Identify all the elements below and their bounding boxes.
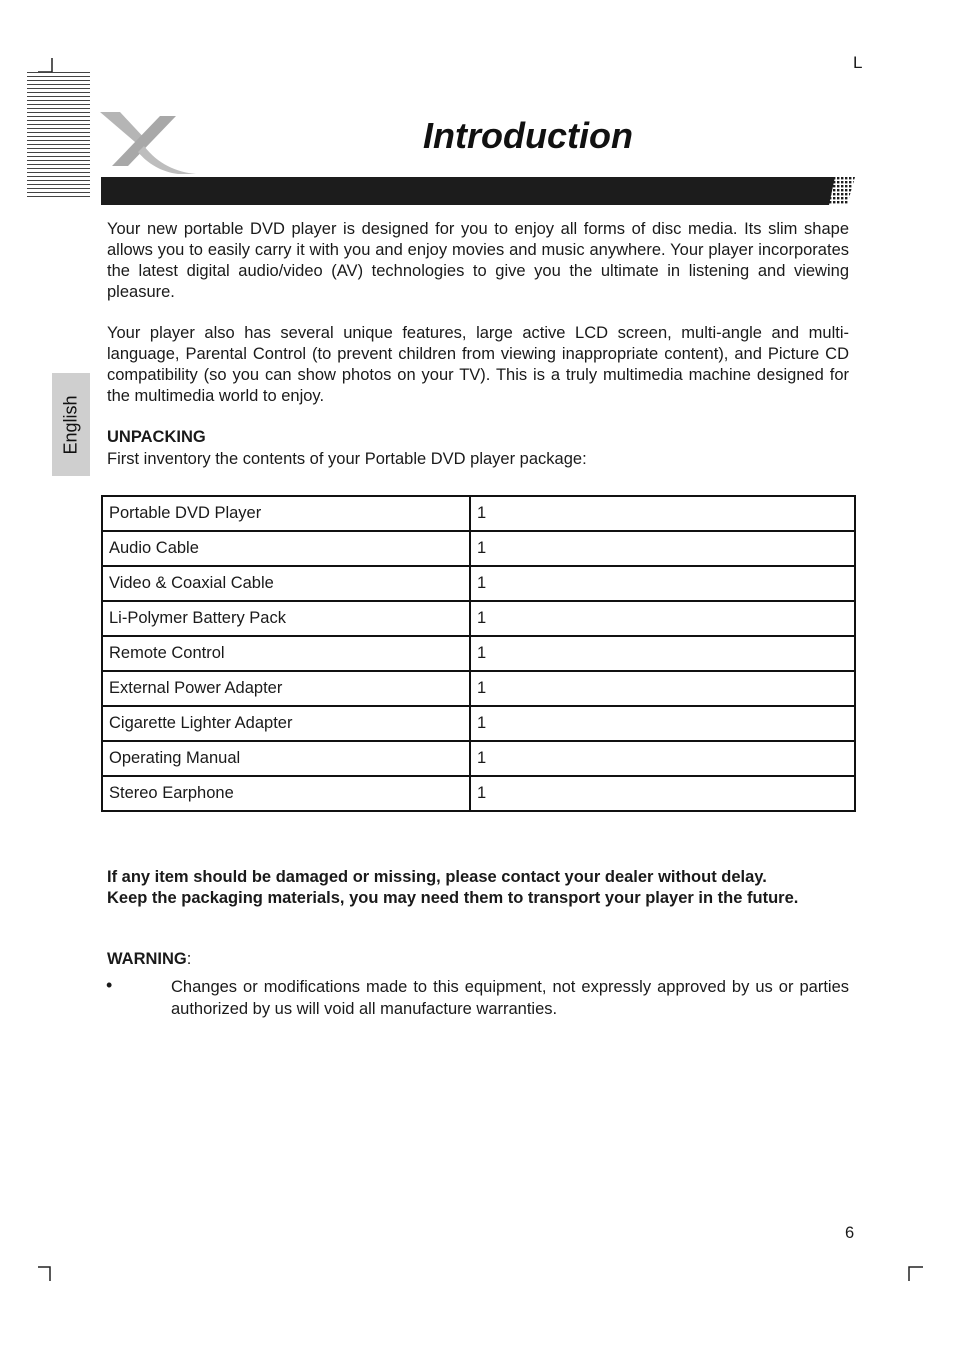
table-row: [102, 601, 855, 636]
table-row: [102, 496, 855, 531]
table-row: [102, 671, 855, 706]
crop-mark-top-right: L: [853, 53, 863, 72]
striped-margin-decoration: [27, 72, 90, 200]
item-name-cell: Operating Manual: [102, 741, 470, 776]
item-quantity-cell: 1: [470, 776, 855, 811]
item-name-cell: Portable DVD Player: [102, 496, 470, 531]
item-quantity-cell: 1: [470, 566, 855, 601]
package-contents-table: [101, 495, 856, 812]
language-label: English: [60, 394, 81, 455]
page-number: 6: [845, 1224, 855, 1242]
damage-notice-line-1: If any item should be damaged or missing, please contact your dealer without delay.: [107, 868, 767, 886]
table-row: [102, 636, 855, 671]
item-name-cell: Li-Polymer Battery Pack: [102, 601, 470, 636]
intro-paragraph-1: Your new portable DVD player is designed for you to enjoy all forms of disc media. Its slim shape allows you to easily carry it with you and enjoy movies and music anywhere. Your player incorporates the latest digital audio/video (AV) technologies to give you the ultimate in listening and viewing pleasure.: [107, 220, 849, 301]
brand-logo: [98, 108, 198, 178]
unpacking-heading: UNPACKING: [107, 428, 206, 446]
warning-label: WARNING: [107, 950, 187, 968]
item-quantity-cell: 1: [470, 636, 855, 671]
item-quantity-cell: 1: [470, 531, 855, 566]
language-tab: [52, 373, 90, 476]
intro-paragraph-2: Your player also has several unique features, large active LCD screen, multi-angle and multi-language, Parental Control (to prevent children from viewing inappropriate content), and Picture CD compatibility (so you can show photos on your TV). This is a truly multimedia machine designed for the multimedia world to enjoy.: [107, 324, 849, 405]
item-name-cell: Audio Cable: [102, 531, 470, 566]
title-rule-bar: [101, 177, 821, 205]
item-quantity-cell: 1: [470, 741, 855, 776]
crop-mark-bottom-left: [36, 1266, 56, 1282]
table-row: [102, 566, 855, 601]
item-name-cell: Remote Control: [102, 636, 470, 671]
crop-mark-bottom-right: [905, 1266, 925, 1282]
table-row: [102, 706, 855, 741]
damage-notice-line-2: Keep the packaging materials, you may need them to transport your player in the future.: [107, 889, 799, 907]
item-quantity-cell: 1: [470, 671, 855, 706]
table-row: [102, 531, 855, 566]
item-name-cell: External Power Adapter: [102, 671, 470, 706]
warning-heading: [107, 950, 191, 969]
item-name-cell: Cigarette Lighter Adapter: [102, 706, 470, 741]
warning-colon: :: [186, 950, 192, 968]
damage-notice: [107, 867, 849, 909]
rule-dot-fade: [821, 177, 855, 205]
item-quantity-cell: 1: [470, 601, 855, 636]
page-title: Introduction: [423, 115, 633, 156]
item-quantity-cell: 1: [470, 496, 855, 531]
bullet-icon: •: [106, 975, 113, 995]
unpacking-text: First inventory the contents of your Portable DVD player package:: [107, 450, 587, 468]
table-row: [102, 741, 855, 776]
item-quantity-cell: 1: [470, 706, 855, 741]
table-row: [102, 776, 855, 811]
warning-text: Changes or modifications made to this equipment, not expressly approved by us or parties authorized by us will void all manufacture warranties.: [171, 978, 849, 1018]
item-name-cell: Stereo Earphone: [102, 776, 470, 811]
item-name-cell: Video & Coaxial Cable: [102, 566, 470, 601]
